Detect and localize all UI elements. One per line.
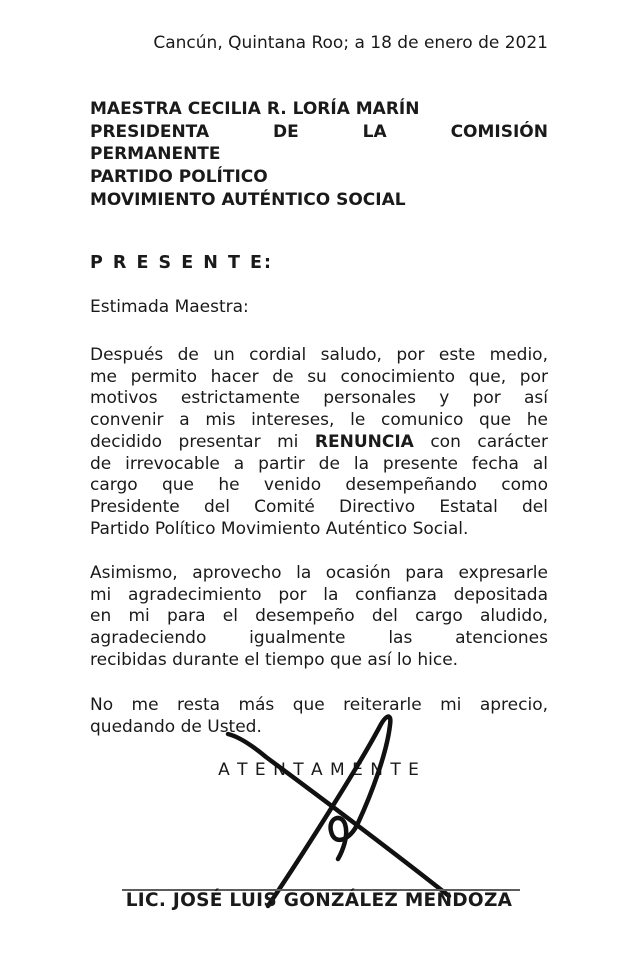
letter-line: quedando de Usted. — [90, 716, 262, 737]
signature-stroke-loop — [268, 717, 390, 906]
signature-stroke-diagonal — [228, 734, 449, 896]
recipient-block — [90, 98, 548, 212]
salutation: Estimada Maestra: — [90, 297, 249, 317]
recipient-title-line1: PRESIDENTA DE LA COMISIÓN — [90, 121, 548, 142]
line-text-post: con carácter — [413, 431, 548, 452]
letter-line: agradeciendo igualmente las atenciones — [90, 628, 548, 649]
letter-line: No me resta más que reiterarle mi aprecio, — [90, 695, 548, 715]
paragraph-renuncia — [90, 345, 548, 540]
letter-line: Partido Político Movimiento Auténtico Social. — [90, 518, 469, 539]
paragraph-agradecimiento — [90, 563, 548, 672]
letter-line: Después de un cordial saludo, por este medio, — [90, 345, 548, 365]
letter-line: Asimismo, aprovecho la ocasión para expresarle — [90, 563, 548, 583]
letter-line: recibidas durante el tiempo que así lo hice. — [90, 649, 459, 670]
letter-line: convenir a mis intereses, le comunico que he — [90, 410, 548, 431]
closing-atentamente: A T E N T A M E N T E — [218, 760, 420, 780]
letter-line: mi agradecimiento por la confianza depositada — [90, 584, 548, 605]
date-line: Cancún, Quintana Roo; a 18 de enero de 2021 — [153, 33, 548, 53]
line-text-pre: decidido presentar mi — [90, 431, 315, 452]
signatory-name: LIC. JOSÉ LUIS GONZÁLEZ MENDOZA — [125, 890, 513, 911]
presente-line: P R E S E N T E: — [90, 253, 273, 273]
recipient-org-line2: MOVIMIENTO AUTÉNTICO SOCIAL — [90, 189, 406, 210]
recipient-name: MAESTRA CECILIA R. LORÍA MARÍN — [90, 99, 420, 119]
letter-line: Presidente del Comité Directivo Estatal del — [90, 496, 548, 517]
recipient-org-line1: PARTIDO POLÍTICO — [90, 167, 268, 188]
paragraph-despedida — [90, 695, 548, 738]
letter-line: en mi para el desempeño del cargo aludido, — [90, 606, 548, 627]
letter-line: de irrevocable a partir de la presente fecha al — [90, 453, 548, 474]
recipient-title-line2: PERMANENTE — [90, 144, 221, 165]
letter-line: motivos estrictamente personales y por así — [90, 388, 548, 409]
letter-line: me permito hacer de su conocimiento que, por — [90, 366, 548, 387]
renuncia-bold-word: RENUNCIA — [314, 431, 414, 452]
letter-line: cargo que he venido desempeñando como — [90, 475, 548, 496]
letter-line-renuncia — [90, 432, 548, 454]
